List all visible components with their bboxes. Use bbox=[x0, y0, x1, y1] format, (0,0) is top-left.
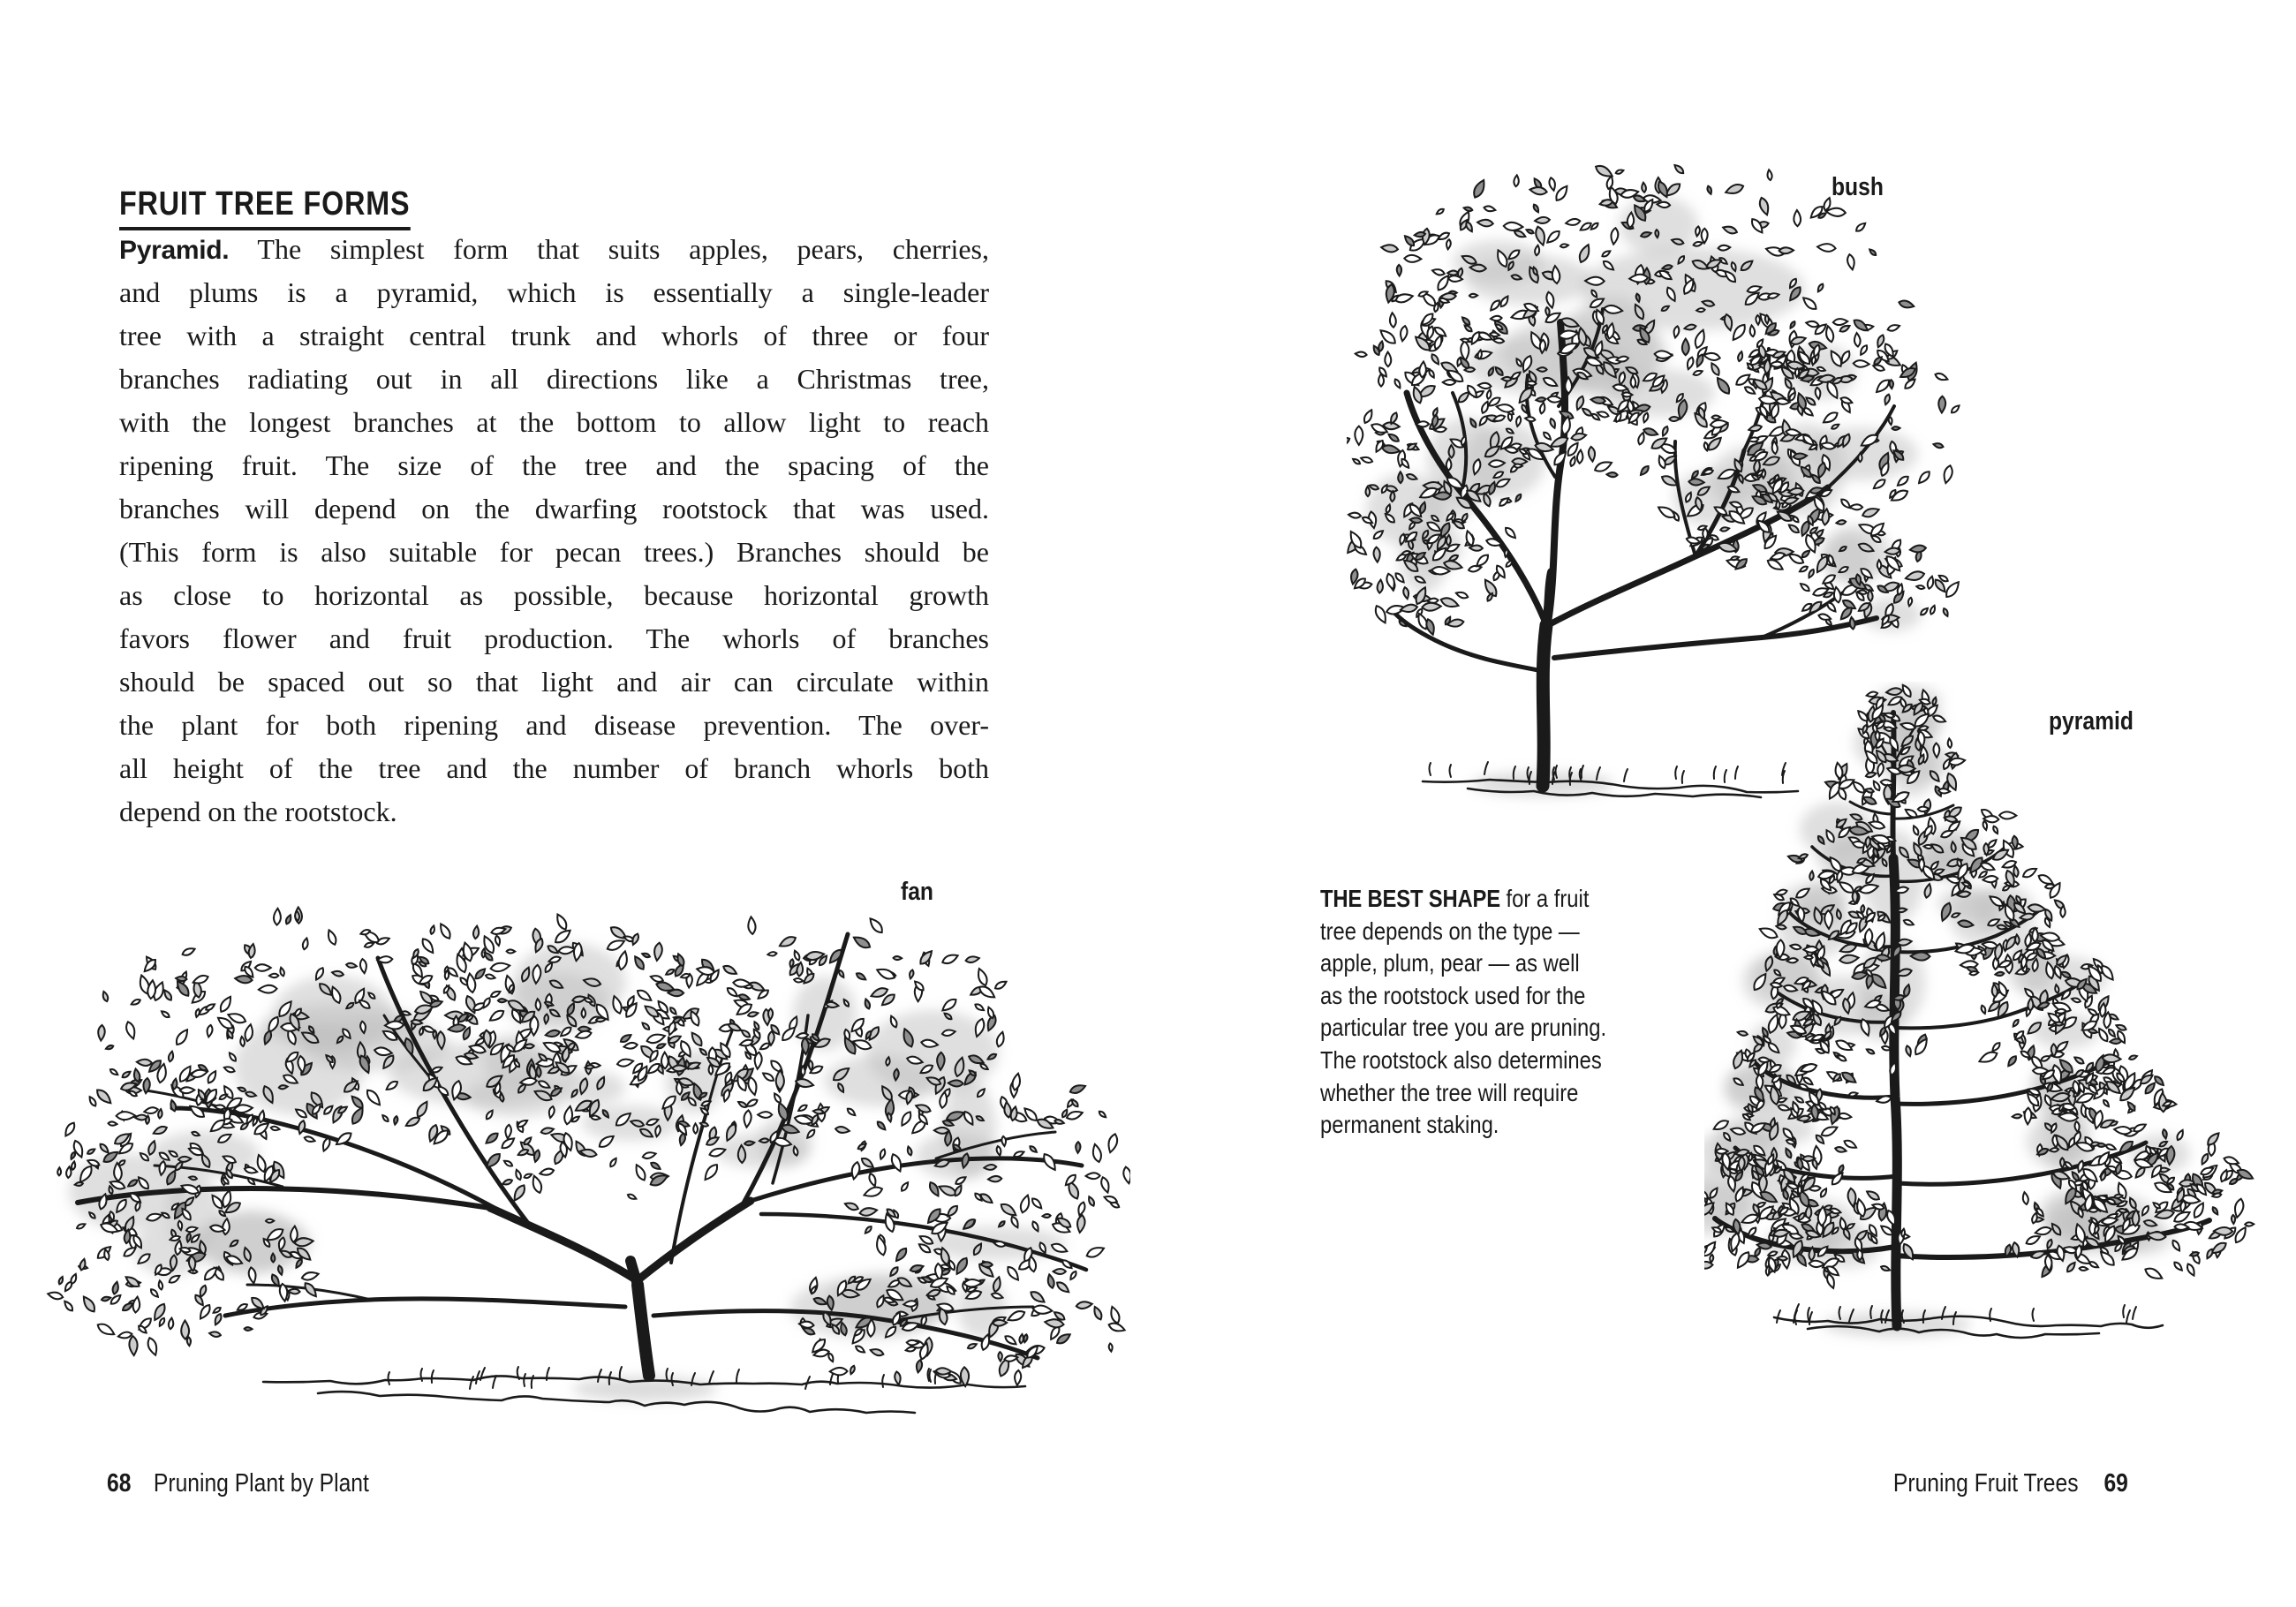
paragraph-line: should be spaced out so that light and air can circulate within bbox=[119, 666, 989, 698]
page-footer-right bbox=[1893, 1469, 2128, 1498]
sidebar-line: particular tree you are pruning. bbox=[1320, 1014, 1607, 1042]
paragraph-line: favors flower and fruit production. The whorls of branches bbox=[119, 622, 989, 654]
paragraph-line: all height of the tree and the number of branch whorls both bbox=[119, 752, 989, 784]
paragraph-line: depend on the rootstock. bbox=[119, 796, 397, 827]
page-footer-left bbox=[107, 1469, 369, 1498]
page-number: 68 bbox=[107, 1469, 132, 1498]
footer-chapter-title: Pruning Fruit Trees bbox=[1893, 1469, 2079, 1498]
sidebar-line: tree depends on the type — bbox=[1320, 917, 1580, 945]
pyramid-tree-illustration bbox=[1704, 682, 2270, 1392]
sidebar-line bbox=[1320, 883, 1711, 916]
fan-tree-illustration bbox=[35, 892, 1130, 1422]
sidebar-line-text: for a fruit bbox=[1499, 885, 1590, 912]
paragraph-line: the plant for both ripening and disease prevention. The over- bbox=[119, 709, 989, 741]
paragraph-line: (This form is also suitable for pecan trees.) Branches should be bbox=[119, 536, 989, 568]
paragraph-line: as close to horizontal as possible, because horizontal growth bbox=[119, 579, 989, 611]
footer-book-title: Pruning Plant by Plant bbox=[153, 1469, 369, 1498]
paragraph-line: with the longest branches at the bottom to allow light to reach bbox=[119, 406, 989, 438]
sidebar-line: permanent staking. bbox=[1320, 1111, 1499, 1139]
sidebar-lead-in: THE BEST SHAPE bbox=[1320, 885, 1500, 912]
sidebar-line: apple, plum, pear — as well bbox=[1320, 949, 1580, 977]
figure-label-bush: bush bbox=[1832, 173, 1884, 201]
paragraph-line: ripening fruit. The size of the tree and the spacing of the bbox=[119, 449, 989, 481]
sidebar-line: whether the tree will require bbox=[1320, 1078, 1579, 1106]
section-heading: FRUIT TREE FORMS bbox=[119, 187, 410, 230]
paragraph-line: tree with a straight central trunk and whorls of three or four bbox=[119, 320, 989, 351]
paragraph-line: and plums is a pyramid, which is essentially a single-leader bbox=[119, 276, 989, 308]
paragraph-lead-in: Pyramid. bbox=[119, 236, 230, 265]
body-paragraph bbox=[119, 228, 989, 834]
page-number: 69 bbox=[2103, 1469, 2128, 1498]
paragraph-line-text: The simplest form that suits apples, pears, cherries, bbox=[229, 233, 989, 265]
paragraph-line bbox=[119, 228, 989, 271]
paragraph-line: branches radiating out in all directions like a Christmas tree, bbox=[119, 363, 989, 395]
sidebar-note bbox=[1320, 883, 1711, 1142]
sidebar-line: The rootstock also determines bbox=[1320, 1045, 1602, 1074]
sidebar-line: as the rootstock used for the bbox=[1320, 981, 1586, 1009]
figure-label-fan: fan bbox=[901, 878, 933, 906]
figure-label-pyramid: pyramid bbox=[2049, 707, 2134, 736]
paragraph-line: branches will depend on the dwarfing rootstock that was used. bbox=[119, 493, 989, 524]
